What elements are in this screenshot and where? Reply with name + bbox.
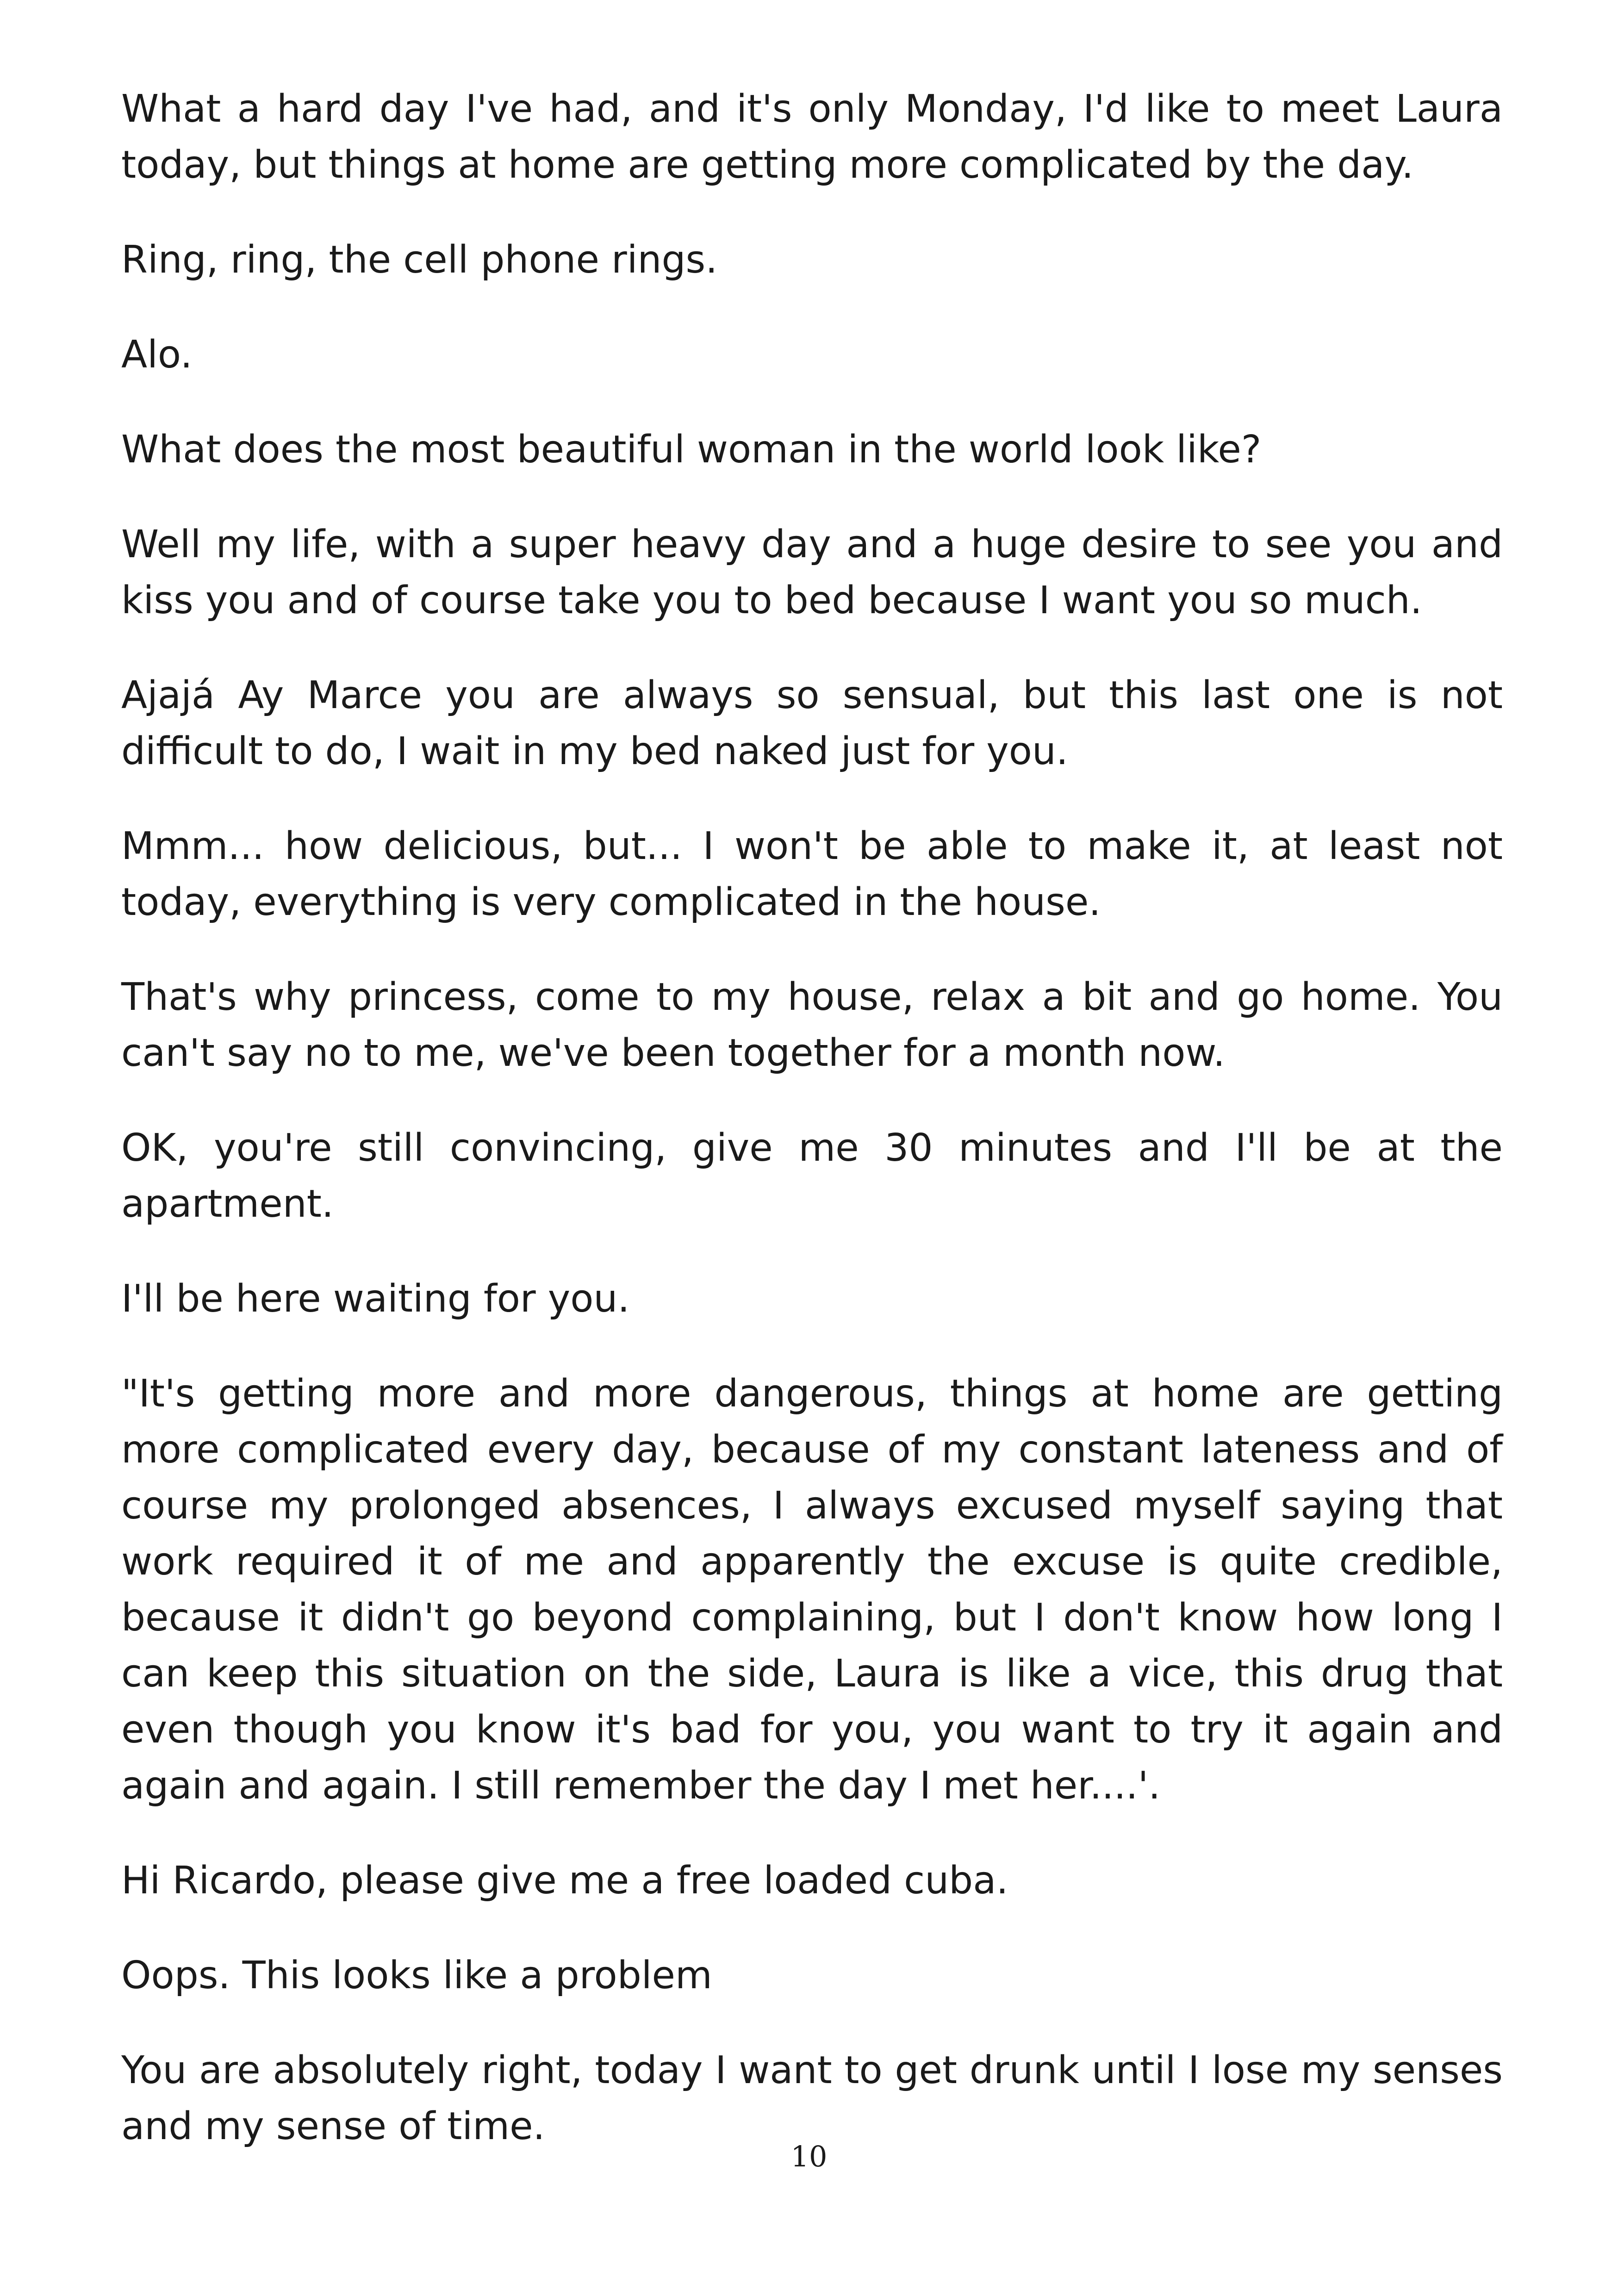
paragraph: That's why princess, come to my house, relax a bit and go home. You can't say no to me, we've been together for a month now. xyxy=(121,975,1503,1075)
paragraph: OK, you're still convincing, give me 30 minutes and I'll be at the apartment. xyxy=(121,1126,1503,1226)
paragraph: What does the most beautiful woman in the world look like? xyxy=(121,428,1262,472)
paragraph: Mmm... how delicious, but... I won't be able to make it, at least not today, everything is very complicated in the house. xyxy=(121,824,1503,924)
paragraph: Ajajá Ay Marce you are always so sensual, but this last one is not difficult to do, I wait in my bed naked just for you. xyxy=(121,673,1503,773)
paragraph: "It's getting more and more dangerous, things at home are getting more complicated every day, because of my constant lateness and of course my prolonged absences, I always excused myself saying that work required it of me and apparently the excuse is quite credible, because it didn't go beyond complaining, but I don't know how long I can keep this situation on the side, Laura is like a vice, this drug that even though you know it's bad for you, you want to try it again and again and again. I still remember the day I met her....'. xyxy=(121,1372,1503,1808)
paragraph: Ring, ring, the cell phone rings. xyxy=(121,238,718,282)
paragraph: Hi Ricardo, please give me a free loaded cuba. xyxy=(121,1859,1008,1903)
paragraph: You are absolutely right, today I want to get drunk until I lose my senses and my sense of time. xyxy=(121,2048,1503,2148)
paragraph: Alo. xyxy=(121,333,193,377)
paragraph: I'll be here waiting for you. xyxy=(121,1277,630,1321)
page-number: 10 xyxy=(790,2140,828,2173)
body-text xyxy=(121,81,1503,2154)
paragraph: Well my life, with a super heavy day and a huge desire to see you and kiss you and of course take you to bed because I want you so much. xyxy=(121,523,1503,622)
paragraph: Oops. This looks like a problem xyxy=(121,1954,712,1997)
paragraph: What a hard day I've had, and it's only Monday, I'd like to meet Laura today, but things at home are getting more complicated by the day. xyxy=(121,87,1503,187)
